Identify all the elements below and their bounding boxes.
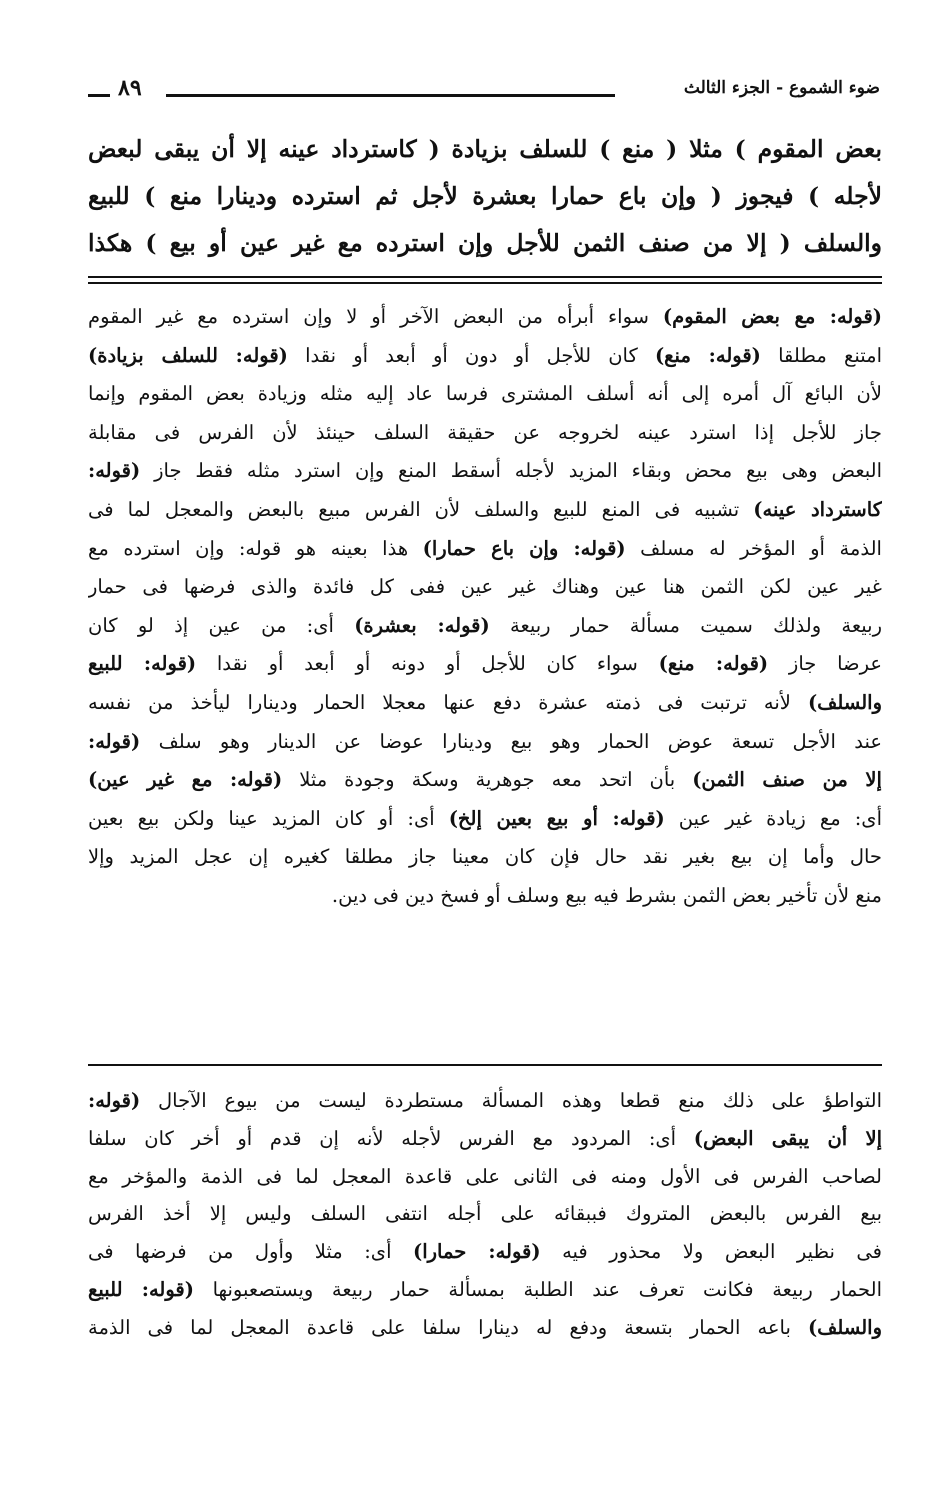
main-text-line: بعض المقوم ) مثلا ( منع ) للسلف بزيادة ( كاسترداد عينه إلا أن يبقى لبعض [88, 135, 882, 163]
lemma: (قوله: [88, 459, 141, 483]
commentary-text: هذا بعينه هو قوله: وإن استرده مع [88, 536, 423, 560]
commentary-text: كان للأجل أو دون أو أبعد أو نقدا [287, 343, 655, 367]
commentary-line [88, 414, 882, 453]
commentary-line [88, 761, 882, 800]
commentary-text: سواء كان للأجل أو دونه أو أبعد أو نقدا [196, 652, 659, 676]
notes-line [88, 1120, 882, 1158]
lemma: (قوله: وإن باع حمارا) [422, 536, 626, 560]
lemma: (قوله: مع بعض المقوم) [662, 305, 882, 328]
lemma: (قوله: للسلف بزيادة) [88, 343, 288, 367]
commentary-text: عند الأجل تسعة عوض الحمار وهو بيع ودينارا عوضا عن الدينار وهو سلف [140, 729, 882, 753]
commentary-text: أى: مع زيادة غير عين [664, 806, 882, 830]
commentary-text: الحمار ربيعة فكانت تعرف عند الطلبة بمسألة حمار ربيعة ويستصعبونها [193, 1277, 882, 1301]
commentary-line [88, 375, 882, 414]
lemma: كاسترداد عينه) [753, 497, 882, 521]
running-title: ضوء الشموع - الجزء الثالث [683, 78, 880, 98]
header-rule [166, 94, 615, 97]
lemma: (قوله: منع) [654, 343, 761, 367]
notes-line [88, 1158, 882, 1196]
lemma: والسلف) [807, 1315, 882, 1339]
commentary-section [88, 298, 882, 916]
lemma: (قوله: [88, 729, 141, 753]
lemma: والسلف) [807, 690, 882, 714]
commentary-line [88, 607, 882, 646]
commentary-text: التواطؤ على ذلك منع قطعا وهذه المسألة مستطردة ليست من بيوع الآجال [140, 1089, 882, 1112]
section-divider-bottom [88, 282, 882, 284]
commentary-text: فى نظير البعض ولا محذور فيه [540, 1240, 882, 1264]
notes-line [88, 1233, 882, 1271]
commentary-text: بأن اتحد معه جوهرية وسكة وجودة مثلا [282, 768, 693, 792]
notes-line [88, 1195, 882, 1233]
commentary-text: عرضا جاز [768, 652, 882, 676]
commentary-text: بيع الفرس بالبعض المتروك فببقائه على أجله انتفى السلف وليس إلا أخذ الفرس [88, 1202, 882, 1226]
commentary-text: أى: المردود مع الفرس لأجله لأنه إن قدم أو أخر كان سلفا [88, 1126, 694, 1150]
commentary-line [88, 684, 882, 723]
commentary-text: لأن البائع آل أمره إلى أنه أسلف المشترى فرسا عاد إليه مثله وزيادة بعض المقوم وإنما [88, 382, 882, 406]
commentary-text: جاز للأجل إذا استرد عينه لخروجه عن حقيقة السلف حينئذ لأن الفرس فى مقابلة [88, 420, 882, 444]
commentary-line [88, 530, 882, 569]
commentary-line [88, 491, 882, 530]
commentary-line [88, 877, 882, 916]
commentary-text: أى: مثلا وأول من فرضها فى [88, 1240, 413, 1264]
lemma: (قوله: مع غير عين) [88, 768, 283, 792]
commentary-text: غير عين لكن الثمن هنا عين وهناك غير عين ففى كل فائدة والذى فرضها فى حمار [88, 575, 882, 599]
commentary-line [88, 838, 882, 877]
main-text-line: والسلف ( إلا من صنف الثمن للأجل وإن استرده مع غير عين أو بيع ) هكذا [88, 229, 882, 257]
commentary-line [88, 723, 882, 762]
lemma: (قوله: بعشرة) [354, 613, 490, 637]
commentary-line [88, 337, 882, 376]
lemma: (قوله: للبيع [88, 1277, 194, 1301]
commentary-text: الذمة أو المؤخر له مسلف [625, 536, 882, 560]
commentary-text: حال وأما إن بيع بغير نقد حال فإن كان معينا جاز مطلقا كغيره إن عجل المزيد وإلا [88, 845, 882, 869]
section-divider-middle [88, 1064, 882, 1066]
commentary-text: امتنع مطلقا [760, 343, 882, 367]
header-dash [88, 94, 110, 97]
commentary-text: البعض وهى بيع محض وبقاء المزيد لأجله أسقط المنع وإن استرد مثله فقط جاز [140, 459, 882, 483]
commentary-text: أى: من عين إذ لو كان [88, 613, 355, 637]
page-number: ٨٩ [118, 75, 142, 101]
page-header [88, 72, 880, 112]
notes-line [88, 1271, 882, 1309]
lemma: إلا من صنف الثمن) [692, 768, 882, 792]
main-text-line: لأجله ) فيجوز ( وإن باع حمارا بعشرة لأجل ثم استرده ودينارا منع ) للبيع [88, 182, 882, 210]
commentary-text: منع لأن تأخير بعض الثمن بشرط فيه بيع وسلف أو فسخ دين فى دين. [331, 883, 882, 907]
notes-line [88, 1082, 882, 1120]
commentary-text: ربيعة ولذلك سميت مسألة حمار ربيعة [489, 613, 882, 637]
commentary-text: سواء أبرأه من البعض الآخر أو لا وإن استرده مع غير المقوم [88, 305, 663, 328]
commentary-text: باعه الحمار بتسعة ودفع له دينارا سلفا على قاعدة المعجل لما فى الذمة [88, 1315, 808, 1339]
lemma: إلا أن يبقى البعض) [693, 1126, 882, 1150]
lemma: (قوله: أو بيع بعين إلخ) [448, 806, 665, 830]
commentary-text: لصاحب الفرس فى الأول ومنه فى الثانى على قاعدة المعجل لما فى الذمة والمؤخر مع [88, 1164, 882, 1188]
commentary-line [88, 298, 882, 337]
commentary-text: أى: أو كان المزيد عينا ولكن بيع بعين [88, 806, 449, 830]
lemma: (قوله: حمارا) [412, 1240, 541, 1264]
commentary-text: لأنه ترتبت فى ذمته عشرة دفع عنها معجلا الحمار ودينارا ليأخذ من نفسه [88, 690, 808, 714]
main-text [88, 126, 882, 267]
commentary-line [88, 568, 882, 607]
notes-section [88, 1082, 882, 1347]
lemma: (قوله: منع) [658, 652, 769, 676]
lemma: (قوله: للبيع [88, 652, 197, 676]
section-divider-top [88, 276, 882, 278]
commentary-line [88, 645, 882, 684]
commentary-line [88, 452, 882, 491]
commentary-text: تشبيه فى المنع للبيع والسلف لأن الفرس مبيع بالبعض والمعجل لما فى [88, 497, 754, 521]
lemma: (قوله: [88, 1089, 141, 1112]
notes-line [88, 1309, 882, 1347]
commentary-line [88, 800, 882, 839]
